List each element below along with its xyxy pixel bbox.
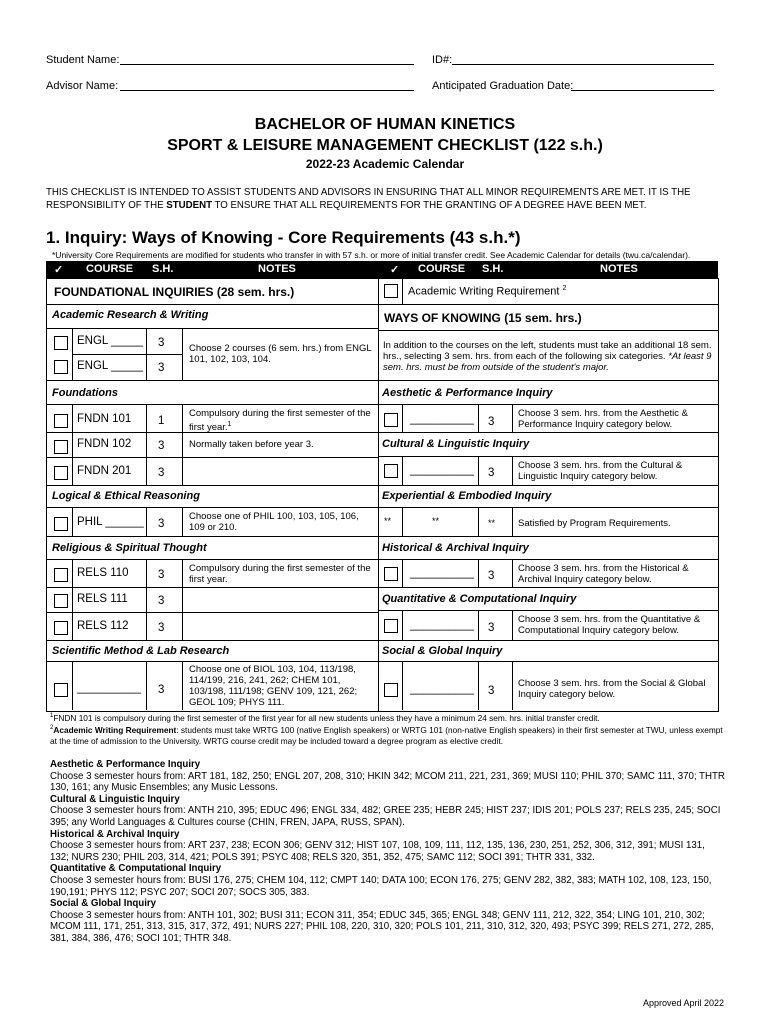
col-line — [512, 456, 513, 485]
rels112-checkbox[interactable] — [54, 621, 68, 635]
row-line — [46, 587, 378, 588]
phil-checkbox[interactable] — [54, 517, 68, 531]
quant-checkbox[interactable] — [384, 619, 398, 633]
awr-label — [408, 285, 566, 298]
sh-header: S.H. — [152, 263, 174, 275]
row-line — [46, 536, 378, 537]
social-checkbox[interactable] — [384, 683, 398, 697]
col-line — [478, 661, 479, 710]
quantitative-heading: Quantitative & Computational Inquiry — [382, 593, 577, 605]
category-title: Aesthetic & Performance Inquiry — [50, 759, 201, 770]
row-line — [378, 559, 718, 560]
notes-header-right: NOTES — [600, 263, 638, 275]
cultural-heading: Cultural & Linguistic Inquiry — [382, 438, 530, 450]
rels111-course: RELS 111 — [77, 593, 128, 605]
check-header-right: ✓ — [390, 264, 400, 276]
category-historical — [50, 829, 726, 864]
advisor-name-label: Advisor Name: — [46, 80, 119, 92]
footnote-ref-2: 2 — [562, 285, 567, 292]
row-line — [46, 661, 378, 662]
course-header-right: COURSE — [418, 263, 466, 275]
col-line — [402, 404, 403, 432]
aesthetic-heading: Aesthetic & Performance Inquiry — [382, 387, 553, 399]
intro-part1: THIS CHECKLIST IS INTENDED TO ASSIST STUDENTS AND ADVISORS IN ENSURING THAT ALL MINOR REQUIREMENTS ARE MET. IT IS THE RESPONSIBILITY OF THE — [46, 187, 691, 211]
academic-calendar: 2022-23 Academic Calendar — [305, 157, 465, 171]
engl-sh-1: 3 — [158, 337, 165, 349]
row-line — [46, 304, 378, 305]
category-list — [50, 759, 726, 945]
historical-sh: 3 — [488, 570, 495, 582]
col-line — [182, 507, 183, 536]
engl-checkbox-1[interactable] — [54, 336, 68, 350]
fndn201-sh: 3 — [158, 467, 165, 479]
rels111-sh: 3 — [158, 595, 165, 607]
intro-bold: STUDENT — [166, 200, 212, 211]
col-line — [478, 456, 479, 485]
category-social — [50, 898, 726, 944]
wok-note — [383, 340, 713, 373]
col-line — [402, 507, 403, 536]
notes-header: NOTES — [258, 263, 296, 275]
row-line — [46, 404, 378, 405]
col-line — [478, 610, 479, 640]
fndn102-course: FNDN 102 — [77, 438, 132, 450]
engl-sh-2: 3 — [158, 362, 165, 374]
col-line — [402, 559, 403, 587]
section-heading: 1. Inquiry: Ways of Knowing - Core Requirements (43 s.h.*) — [46, 228, 521, 247]
sci-note: Choose one of BIOL 103, 104, 113/198, 114/199, 216, 241, 262; CHEM 101, 103/198, 111/198; GENV 109, 121, 262; GEOL 109; PHYS 111. — [189, 664, 358, 708]
awr-checkbox[interactable] — [384, 284, 398, 298]
row-line — [378, 404, 718, 405]
logical-heading: Logical & Ethical Reasoning — [52, 490, 200, 502]
row-line — [378, 661, 718, 662]
row-line — [46, 328, 378, 329]
engl-course-1[interactable]: ENGL _____ — [77, 335, 144, 347]
page-title: BACHELOR OF HUMAN KINETICS — [254, 116, 516, 133]
exp-sh: ** — [488, 518, 496, 528]
footnote-2-text: : students must take WRTG 100 (native English speakers) or WRTG 101 (non-native English speakers) in their first semester at TWU, unless exempt at the time of admission to the University. WRTG course credit may be included toward a degree program as elective credit. — [50, 724, 723, 746]
category-aesthetic — [50, 759, 726, 794]
col-line — [146, 404, 147, 485]
row-line — [378, 640, 718, 641]
table-header-left — [46, 261, 378, 278]
historical-course[interactable]: __________ — [410, 567, 474, 579]
col-line — [182, 404, 183, 485]
foundations-heading: Foundations — [52, 387, 118, 399]
row-line — [378, 507, 718, 508]
fndn101-sh: 1 — [158, 415, 165, 427]
row-line — [378, 330, 718, 331]
footnote-1 — [50, 713, 730, 723]
student-name-field[interactable] — [120, 64, 414, 65]
col-line — [512, 404, 513, 432]
footnote-1-marker: 1 — [50, 713, 54, 720]
cultural-sh: 3 — [488, 467, 495, 479]
phil-course[interactable]: PHIL ______ — [77, 516, 144, 528]
row-line — [378, 536, 718, 537]
student-name-label: Student Name: — [46, 54, 120, 66]
intro-part2: TO ENSURE THAT ALL REQUIREMENTS FOR THE GRANTING OF A DEGREE HAVE BEEN MET. — [211, 200, 647, 211]
col-line — [72, 328, 73, 380]
aesthetic-note: Choose 3 sem. hrs. from the Aesthetic & Performance Inquiry category below. — [518, 408, 689, 430]
table-center-divider — [378, 278, 379, 712]
category-text: Choose 3 semester hours from: ANTH 210, 395; EDUC 496; ENGL 334, 482; GREE 235; HEBR 245; HIST 237; IDIS 201; POLS 237; RELS 235, 245; SOCI 395; any World Languages & Cultures course (CHIN, FREN, JAPA, RUSS, SPAN). — [50, 805, 721, 828]
sci-course[interactable]: __________ — [77, 682, 141, 694]
category-title: Social & Global Inquiry — [50, 898, 157, 910]
quant-note: Choose 3 sem. hrs. from the Quantitative & Computational Inquiry category below. — [518, 614, 701, 636]
col-line — [478, 404, 479, 432]
engl-checkbox-2[interactable] — [54, 360, 68, 374]
rels112-course: RELS 112 — [77, 620, 129, 632]
social-note: Choose 3 sem. hrs. from the Social & Global Inquiry category below. — [518, 678, 706, 700]
row-line — [378, 432, 718, 433]
fndn101-checkbox[interactable] — [54, 414, 68, 428]
aesthetic-course[interactable]: __________ — [410, 413, 474, 425]
row-line — [46, 507, 378, 508]
wok-note-plain: In addition to the courses on the left, students must take an additional 18 sem. hrs., selecting 3 sem. hrs. from each of the following six categories. — [383, 340, 712, 362]
fndn101-note — [189, 408, 375, 433]
col-line — [146, 661, 147, 710]
row-line — [46, 559, 378, 560]
rels111-checkbox[interactable] — [54, 594, 68, 608]
col-line — [478, 507, 479, 536]
category-text: Choose 3 semester hours from: BUSI 176, 275; CHEM 104, 112; CMPT 140; DATA 100; ECON 176, 275; GENV 282, 382, 383; MATH 102, 108, 123, 150, 190,191; PHYS 112; PSYC 207; SOCI 207; SOCS 305, 383. — [50, 874, 712, 898]
col-line — [72, 559, 73, 640]
table-header-right — [378, 261, 718, 278]
historical-checkbox[interactable] — [384, 567, 398, 581]
graduation-date-label: Anticipated Graduation Date: — [432, 80, 574, 92]
col-line — [402, 456, 403, 485]
exp-note: Satisfied by Program Requirements. — [518, 518, 671, 529]
approved-date: Approved April 2022 — [642, 998, 724, 1008]
academic-research-heading: Academic Research & Writing — [52, 309, 209, 321]
fndn201-checkbox[interactable] — [54, 466, 68, 480]
wok-note-italic: *At least 9 sem. hrs. must be from outside of the student's major. — [383, 351, 712, 373]
scientific-heading: Scientific Method & Lab Research — [52, 645, 230, 657]
row-line — [46, 485, 378, 486]
fndn101-note-text: Compulsory during the first semester of the first year. — [189, 408, 371, 434]
rels112-sh: 3 — [158, 622, 165, 634]
col-line — [182, 559, 183, 640]
quant-sh: 3 — [488, 622, 495, 634]
fndn101-course: FNDN 101 — [77, 413, 132, 425]
col-line — [146, 507, 147, 536]
historical-heading: Historical & Archival Inquiry — [382, 542, 529, 554]
row-line — [378, 587, 718, 588]
checklist-title: SPORT & LEISURE MANAGEMENT CHECKLIST (122 s.h.) — [167, 137, 603, 154]
col-line — [478, 559, 479, 587]
wok-heading: WAYS OF KNOWING (15 sem. hrs.) — [384, 311, 582, 325]
row-line — [72, 354, 182, 355]
category-cultural — [50, 794, 726, 829]
exp-check: ** — [384, 516, 392, 526]
col-line — [182, 661, 183, 710]
course-header: COURSE — [86, 263, 134, 275]
fndn102-note: Normally taken before year 3. — [189, 439, 314, 450]
row-line — [46, 432, 378, 433]
graduation-date-field[interactable] — [571, 90, 714, 91]
id-label: ID#: — [432, 54, 453, 66]
col-line — [72, 507, 73, 536]
phil-note: Choose one of PHIL 100, 103, 105, 106, 109 or 210. — [189, 511, 359, 533]
footnote-2-bold: Academic Writing Requirement — [53, 724, 177, 735]
engl-course-2[interactable]: ENGL _____ — [77, 360, 144, 372]
social-heading: Social & Global Inquiry — [382, 645, 503, 657]
fndn201-course: FNDN 201 — [77, 465, 132, 477]
row-line — [378, 304, 718, 305]
quant-course[interactable]: __________ — [410, 619, 474, 631]
row-line — [378, 380, 718, 381]
intro-text — [46, 186, 726, 212]
sci-sh: 3 — [158, 684, 165, 696]
category-title: Historical & Archival Inquiry — [50, 828, 180, 840]
category-text: Choose 3 semester hours from: ANTH 101, 302; BUSI 311; ECON 311, 354; EDUC 345, 365; ENGL 348; GENV 111, 212, 322, 354; LING 101, 210, 302; MCOM 111, 171, 251, 313, 315, 317, 372, 491; NURS 227; PHIL 108, 220, 310, 320; POLS 101, 211, 310, 312, 320, 493; PSYC 399; RELS 271, 272, 285, 381, 384, 386, 476; SOCI 101; THTR 348. — [50, 909, 714, 944]
footnote-ref-1: 1 — [227, 421, 232, 428]
col-line — [182, 328, 183, 380]
col-line — [72, 404, 73, 485]
fndn102-checkbox[interactable] — [54, 440, 68, 454]
row-line — [46, 380, 378, 381]
aesthetic-checkbox[interactable] — [384, 413, 398, 427]
col-line — [146, 328, 147, 380]
footnote-2-marker: 2 — [50, 725, 54, 731]
row-line — [46, 612, 378, 613]
rels110-checkbox[interactable] — [54, 568, 68, 582]
aesthetic-sh: 3 — [488, 416, 495, 428]
exp-course: ** — [432, 516, 440, 526]
cultural-checkbox[interactable] — [384, 464, 398, 478]
footnote-2 — [50, 723, 725, 747]
id-field[interactable] — [452, 64, 714, 65]
category-title: Quantitative & Computational Inquiry — [50, 863, 222, 875]
historical-note: Choose 3 sem. hrs. from the Historical & Archival Inquiry category below. — [518, 563, 689, 585]
experiential-heading: Experiential & Embodied Inquiry — [382, 490, 552, 502]
engl-note: Choose 2 courses (6 sem. hrs.) from ENGL 101, 102, 103, 104. — [189, 343, 372, 365]
rels110-course: RELS 110 — [77, 567, 129, 579]
fndn102-sh: 3 — [158, 440, 165, 452]
cultural-note: Choose 3 sem. hrs. from the Cultural & Linguistic Inquiry category below. — [518, 460, 683, 482]
footnote-1-text: FNDN 101 is compulsory during the first semester of the first year for all new students unless they have a minimum 24 sem. hrs. initial transfer credit. — [53, 713, 600, 723]
row-line — [378, 485, 718, 486]
foundational-heading: FOUNDATIONAL INQUIRIES (28 sem. hrs.) — [54, 285, 295, 299]
advisor-name-field[interactable] — [120, 90, 414, 91]
col-line — [402, 278, 403, 304]
sci-checkbox[interactable] — [54, 683, 68, 697]
category-quantitative — [50, 863, 726, 898]
social-course[interactable]: __________ — [410, 683, 474, 695]
religious-heading: Religious & Spiritual Thought — [52, 542, 207, 554]
section-note: *University Core Requirements are modified for students who transfer in with 57 s.h. or more of initial transfer credit. See Academic Calendar for details (twu.ca/calendar). — [52, 250, 691, 260]
sh-header-right: S.H. — [482, 263, 504, 275]
col-line — [512, 610, 513, 640]
row-line — [46, 640, 378, 641]
rels110-sh: 3 — [158, 569, 165, 581]
row-line — [378, 610, 718, 611]
cultural-course[interactable]: __________ — [410, 464, 474, 476]
category-text: Choose 3 semester hours from: ART 237, 238; ECON 306; GENV 312; HIST 107, 108, 109, 111, 112, 135, 136, 230, 251, 252, 306, 312, 391; MUSI 131, 132; NURS 230; PHIL 203, 314, 421; POLS 391; PSYC 408; RELS 320, 351, 352, 475; SAMC 112; SOCI 391; THTR 331, 332. — [50, 840, 705, 863]
social-sh: 3 — [488, 685, 495, 697]
check-header: ✓ — [54, 264, 64, 276]
row-line — [46, 457, 378, 458]
row-line — [378, 456, 718, 457]
col-line — [512, 661, 513, 710]
col-line — [402, 661, 403, 710]
col-line — [146, 559, 147, 640]
phil-sh: 3 — [158, 518, 165, 530]
category-text: Choose 3 semester hours from: ART 181, 182, 250; ENGL 207, 208, 310; HKIN 342; MCOM 211, 221, 231, 369; MUSI 110; PHIL 370; SAMC 111, 370; THTR 130, 161; any Music Ensembles; any Music Lessons. — [50, 770, 725, 794]
category-title: Cultural & Linguistic Inquiry — [50, 793, 180, 805]
awr-text: Academic Writing Requirement — [408, 285, 560, 298]
rels110-note: Compulsory during the first semester of the first year. — [189, 563, 371, 585]
col-line — [512, 507, 513, 536]
col-line — [402, 610, 403, 640]
col-line — [512, 559, 513, 587]
col-line — [72, 661, 73, 710]
